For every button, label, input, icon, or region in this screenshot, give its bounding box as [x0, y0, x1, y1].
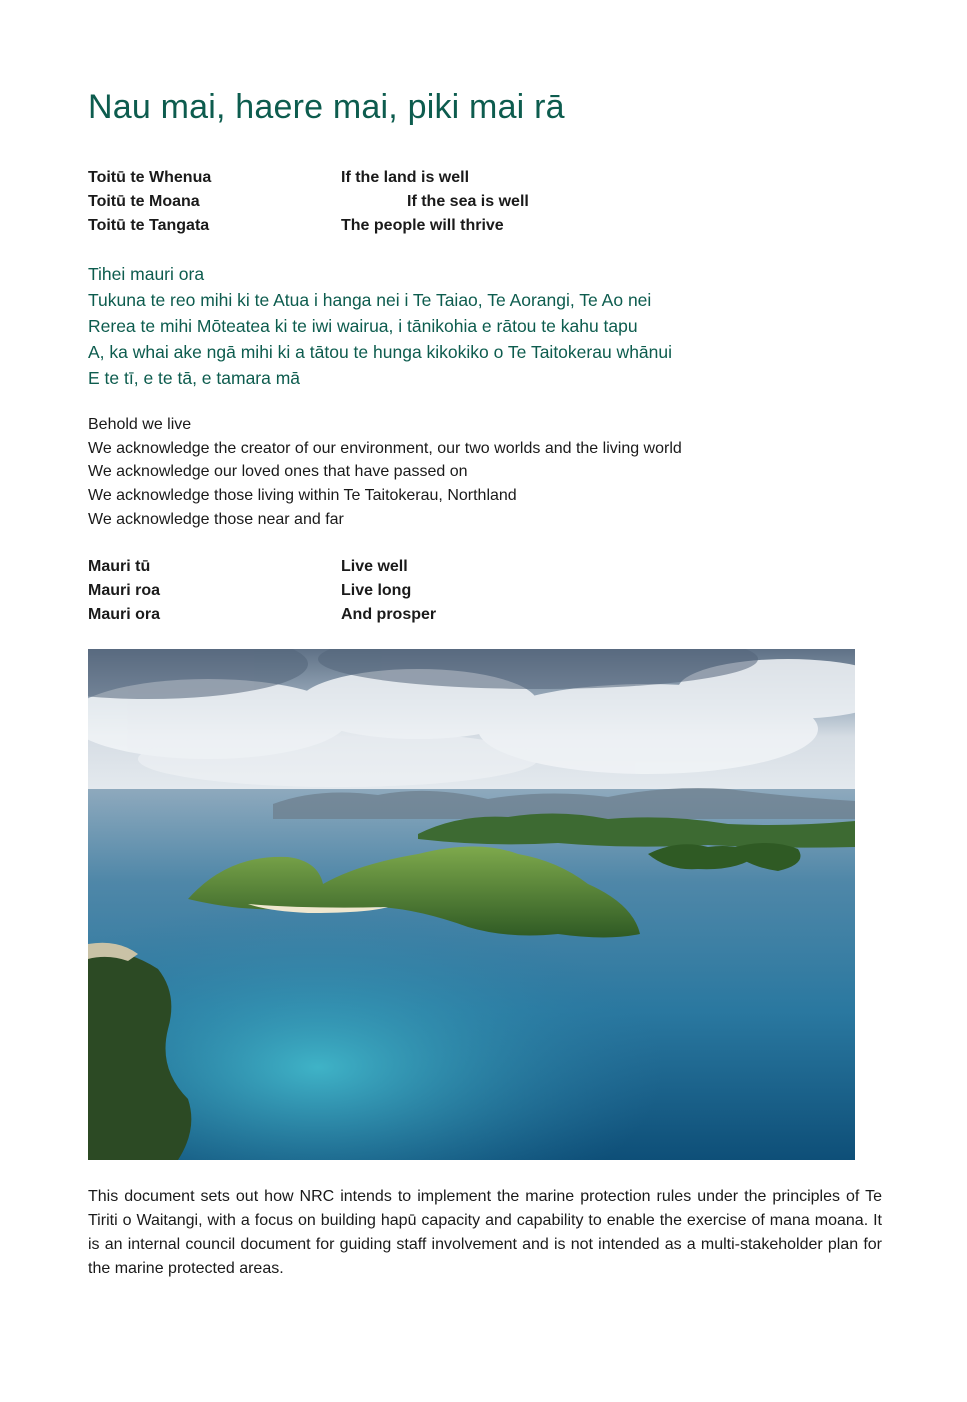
proverb-row — [88, 579, 688, 603]
proverb-maori: Mauri roa — [88, 582, 161, 599]
body-paragraph: This document sets out how NRC intends to implement the marine protection rules under the principles of Te Tiriti o Waitangi, with a focus on building hapū capacity and capability to enable the exercise of mana moana. It is an internal council document for guiding staff involvement and is not intended as a multi-stakeholder plan for the marine protected areas. — [88, 1188, 882, 1277]
mihi-english-line: We acknowledge those near and far — [88, 510, 344, 528]
proverb-english: If the sea is well — [407, 193, 529, 210]
mihi-english-line: We acknowledge our loved ones that have passed on — [88, 463, 468, 481]
proverb-maori: Toitū te Moana — [88, 193, 200, 210]
proverb-english: The people will thrive — [341, 217, 504, 234]
proverb-english: Live well — [341, 558, 408, 575]
mihi-maori-line: Rerea te mihi Mōteatea ki te iwi wairua, i tānikohia e rātou te kahu tapu — [88, 316, 638, 336]
proverb-row — [88, 190, 688, 214]
proverb-maori: Mauri tū — [88, 558, 151, 575]
proverb-row — [88, 555, 688, 579]
mihi-english-block — [88, 413, 868, 532]
page-title: Nau mai, haere mai, piki mai rā — [88, 88, 565, 126]
mihi-maori-block — [88, 261, 868, 391]
proverb-row — [88, 166, 688, 190]
mihi-english-line: We acknowledge those living within Te Taitokerau, Northland — [88, 487, 517, 505]
mihi-maori-line: E te tī, e te tā, e tamara mā — [88, 368, 301, 388]
photo-illustration — [88, 649, 855, 1160]
proverb-maori: Toitū te Tangata — [88, 217, 210, 234]
proverb-maori: Toitū te Whenua — [88, 169, 212, 186]
proverb-row — [88, 214, 688, 238]
proverb-table-1 — [88, 166, 688, 238]
proverb-english: And prosper — [341, 606, 437, 623]
proverb-table-2 — [88, 555, 688, 627]
mihi-maori-line: A, ka whai ake ngā mihi ki a tātou te hunga kikokiko o Te Taitokerau whānui — [88, 342, 673, 362]
mihi-maori-line: Tukuna te reo mihi ki te Atua i hanga nei i Te Taiao, Te Aorangi, Te Ao nei — [88, 290, 652, 310]
mihi-english-line: Behold we live — [88, 416, 192, 433]
mihi-english-line: We acknowledge the creator of our environment, our two worlds and the living world — [88, 439, 682, 457]
proverb-english: Live long — [341, 582, 412, 599]
aerial-islands-photo — [88, 649, 855, 1160]
proverb-maori: Mauri ora — [88, 606, 161, 623]
proverb-row — [88, 603, 688, 627]
mihi-maori-line: Tihei mauri ora — [88, 264, 205, 284]
proverb-english: If the land is well — [341, 169, 470, 186]
